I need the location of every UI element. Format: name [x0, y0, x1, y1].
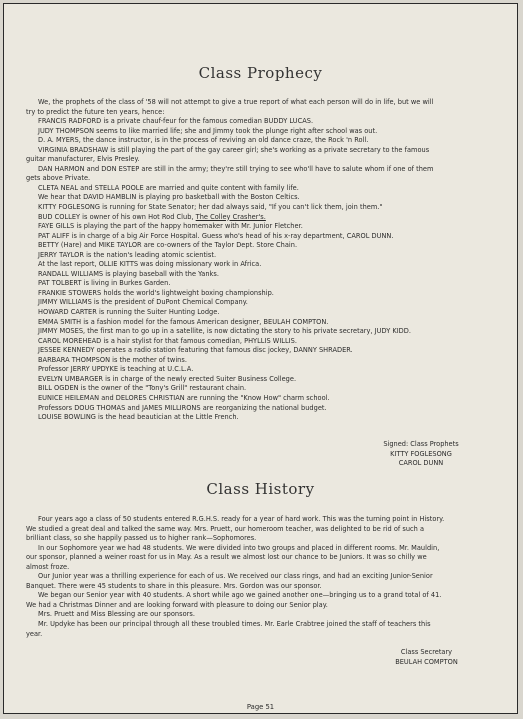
prophecy-line: HOWARD CARTER is running the Suiter Hunting Lodge.: [38, 308, 220, 317]
prophecy-line: JERRY TAYLOR is the nation's leading atomic scientist.: [38, 250, 217, 259]
prophecy-line: EUNICE HEILEMAN and DELORES CHRISTIAN are running the "Know How" charm school.: [38, 393, 330, 402]
signature-line: Class Secretary: [400, 648, 453, 656]
signature-line: Signed: Class Prophets: [383, 440, 459, 448]
prophecy-line: Professors DOUG THOMAS and JAMES MILLIRONS are reorganizing the national budget.: [38, 403, 327, 412]
prophecy-line: JESSEE KENNEDY operates a radio station featuring that famous disc jockey, DANNY SHRADER.: [38, 346, 353, 355]
prophecy-line: FRANCIS RADFORD is a private chauf-feur for the famous comedian BUDDY LUCAS.: [38, 117, 314, 126]
history-line: almost froze.: [26, 562, 70, 571]
bud-colley-text: BUD COLLEY is owner of his own Hot Rod Club,: [38, 212, 196, 221]
history-line: Mrs. Pruett and Miss Blessing are our sponsors.: [38, 610, 195, 619]
prophecy-line: Professor JERRY UPDYKE is teaching at U.C.L.A.: [38, 365, 194, 374]
signature-line: CAROL DUNN: [398, 459, 444, 467]
prophecy-line: gets above Private.: [26, 174, 91, 183]
prophecy-line: DAN HARMON and DON ESTEP are still in the army; they're still trying to see who'll have to salute whom if one of them: [38, 164, 434, 173]
prophecy-line: At the last report, OLLIE KITTS was doing missionary work in Africa.: [38, 260, 262, 269]
prophecy-title: Class Prophecy: [198, 64, 323, 82]
history-title: Class History: [206, 480, 315, 498]
prophecy-line: FAYE GILLS is playing the part of the happy homemaker with Mr. Junior Fletcher.: [38, 222, 303, 231]
prophecy-line: FRANKIE STOWERS holds the world's lightweight boxing championship.: [38, 288, 274, 297]
history-line: Banquet. There were 45 students to share in this pleasure. Mrs. Gordon was our sponsor.: [26, 581, 322, 590]
history-line: brilliant class, so she happily passed us to higher rank—Sophomores.: [26, 534, 257, 543]
signature-line: KITTY FOGLESONG: [390, 449, 452, 458]
prophecy-line: KITTY FOGLESONG is running for State Senator; her dad always said, "If you can't lick them, join them.": [38, 203, 383, 212]
history-line: year.: [26, 629, 43, 638]
prophecy-line: JUDY THOMPSON seems to like married life; she and Jimmy took the plunge right after school was out.: [38, 126, 378, 135]
history-line: We began our Senior year with 40 students. A short while ago we gained another one—bringing us to a grand total of 41.: [38, 591, 442, 600]
history-line: our sponsor, planned a weiner roast for us in May. As a result we almost lost our chance to be Juniors. It was so chilly we: [26, 553, 427, 562]
yearbook-page: [3, 3, 518, 714]
prophecy-line: CAROL MOREHEAD is a hair stylist for that famous comedian, PHYLLIS WILLIS.: [38, 336, 297, 345]
prophecy-line: BILL OGDEN is the owner of the "Tony's Grill" restaurant chain.: [38, 384, 247, 393]
prophecy-line: We hear that DAVID HAMBLIN is playing pro basketball with the Boston Celtics.: [38, 193, 300, 202]
history-line: We studied a great deal and talked the same way. Mrs. Pruett, our homeroom teacher, was delighted to be rid of such a: [26, 524, 425, 533]
prophecy-line: VIRGINIA BRADSHAW is still playing the part of the gay career girl; she's working as a private secretary to the famous: [38, 145, 430, 154]
prophecy-line: D. A. MYERS, the dance instructor, is in the process of reviving an old dance craze, the Rock 'n Roll.: [38, 136, 369, 145]
prophecy-line: [26, 213, 502, 223]
prophecy-body: [26, 98, 502, 423]
prophecy-line: LOUISE BOWLING is the head beautician at the Little French.: [38, 413, 239, 422]
colley-crashers-underlined: The Colley Crasher's.: [195, 212, 266, 221]
history-signature: [384, 648, 469, 667]
prophecy-line: guitar manufacturer, Elvis Presley.: [26, 155, 140, 164]
prophecy-line: CLETA NEAL and STELLA POOLE are married and quite content with family life.: [38, 183, 299, 192]
signature-line: BEULAH COMPTON: [395, 657, 458, 666]
prophecy-line: BETTY (Hare) and MIKE TAYLOR are co-owners of the Taylor Dept. Store Chain.: [38, 241, 298, 250]
prophecy-line: PAT ALIFF is in charge of a big Air Force Hospital. Guess who's head of his x-ray department, CAROL DUNN.: [38, 231, 394, 240]
history-line: Mr. Updyke has been our principal through all these troubled times. Mr. Earle Crabtree joined the staff of teachers this: [38, 620, 431, 629]
prophecy-intro-line: try to predict the future ten years, hence:: [26, 107, 165, 116]
prophecy-intro-line: We, the prophets of the class of '58 will not attempt to give a true report of what each person will do in life, but we will: [38, 98, 434, 106]
prophecy-line: JIMMY WILLIAMS is the president of DuPont Chemical Company.: [38, 298, 248, 307]
prophecy-signature: [376, 440, 466, 469]
history-line: We had a Christmas Dinner and are looking forward with pleasure to doing our Senior play.: [26, 600, 328, 609]
prophecy-line: EMMA SMITH is a fashion model for the famous American designer, BEULAH COMPTON.: [38, 317, 329, 326]
history-line: In our Sophomore year we had 48 students. We were divided into two groups and placed in different rooms. Mr. Mauldin,: [38, 543, 440, 552]
history-line: Our Junior year was a thrilling experience for each of us. We received our class rings, and had an exciting Junior-Senior: [38, 572, 433, 581]
history-line: Four years ago a class of 50 students entered R.G.H.S. ready for a year of hard work. This was the turning point in History.: [38, 515, 445, 523]
prophecy-line: PAT TOLBERT is living in Burkes Garden.: [38, 279, 171, 288]
page-number: Page 51: [246, 703, 275, 711]
prophecy-line: EVELYN UMBARGER is in charge of the newly erected Suiter Business College.: [38, 374, 297, 383]
history-body: [26, 515, 502, 639]
prophecy-line: BARBARA THOMPSON is the mother of twins.: [38, 355, 187, 364]
prophecy-line: RANDALL WILLIAMS is playing baseball with the Yanks.: [38, 269, 219, 278]
prophecy-line: JIMMY MOSES, the first man to go up in a satellite, is now dictating the story to his private secretary, JUDY KIDD.: [38, 327, 411, 336]
